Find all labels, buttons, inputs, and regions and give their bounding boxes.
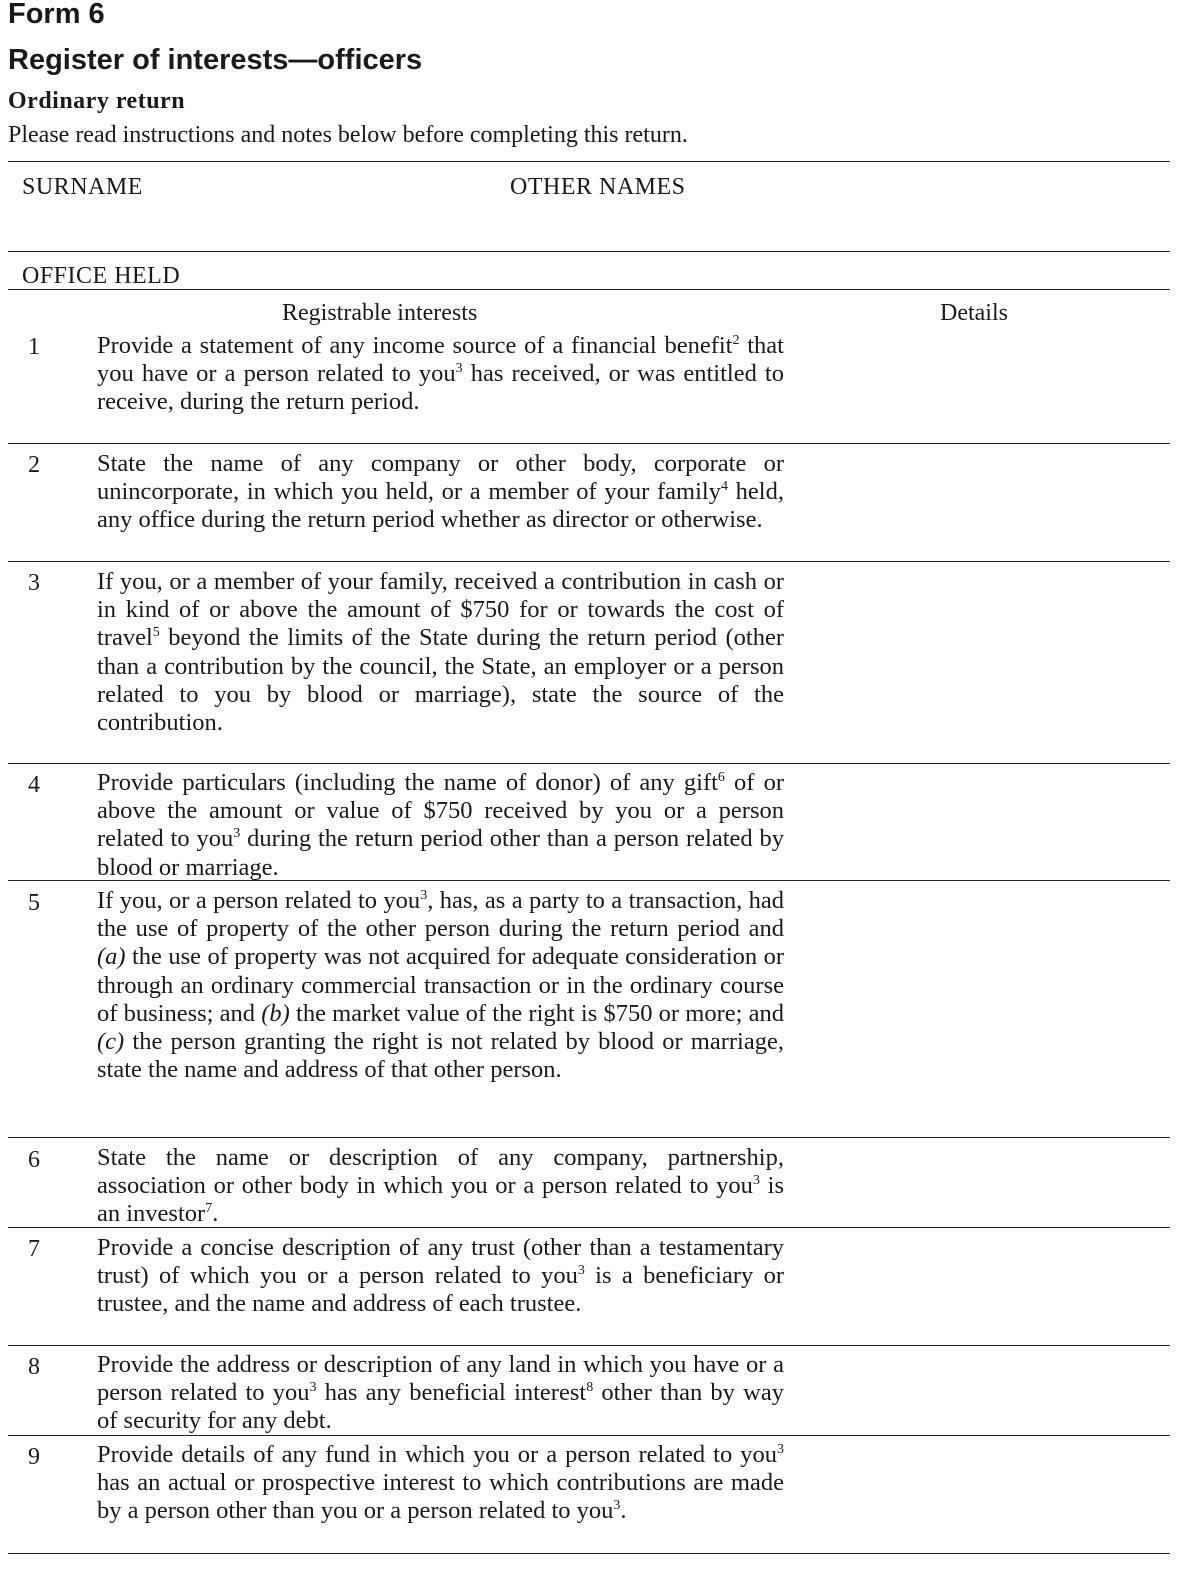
form-number: Form 6: [8, 0, 105, 30]
interest-item-7: Provide a concise description of any trust (other than a testamentary trust) of which you or a person related to you$^3$ is a beneficiary or trustee, and the name and address of each trustee.: [97, 1234, 784, 1318]
row-divider: [8, 880, 1170, 881]
divider-top: [8, 161, 1170, 162]
interest-item-2: State the name of any company or other body, corporate or unincorporate, in which you held, or a member of your family$^4$ held, any office during the return period whether as director or otherwise.: [97, 450, 784, 534]
column-header-details: Details: [940, 300, 1008, 326]
row-number: 5: [28, 890, 40, 916]
row-number: 6: [28, 1147, 40, 1173]
row-number: 9: [28, 1444, 40, 1470]
row-number: 3: [28, 570, 40, 596]
other-names-label: OTHER NAMES: [510, 174, 686, 200]
interest-item-3: If you, or a member of your family, received a contribution in cash or in kind of or above the amount of $750 for or towards the cost of travel$^5$ beyond the limits of the State during the return period (other than a contribution by the council, the State, an employer or a person related to you by blood or marriage), state the source of the contribution.: [97, 568, 784, 737]
divider-names: [8, 251, 1170, 252]
row-divider: [8, 443, 1170, 444]
row-number: 8: [28, 1354, 40, 1380]
interest-item-5: If you, or a person related to you$^3$, has, as a party to a transaction, had the use of property of the other person during the return period and (a) the use of property was not acquired for adequate consideration or through an ordinary commercial transaction or in the ordinary course of business; and (b) the market value of the right is $750 or more; and (c) the person granting the right is not related by blood or marriage, state the name and address of that other person.: [97, 887, 784, 1084]
office-held-label: OFFICE HELD: [22, 263, 181, 289]
interest-item-9: Provide details of any fund in which you or a person related to you$^3$ has an actual or prospective interest to which contributions are made by a person other than you or a person related to you$^3$.: [97, 1441, 784, 1525]
row-number: 2: [28, 452, 40, 478]
row-number: 1: [28, 334, 40, 360]
column-header-interests: Registrable interests: [282, 300, 478, 326]
row-divider: [8, 763, 1170, 764]
row-number: 4: [28, 772, 40, 798]
row-divider: [8, 1345, 1170, 1346]
interest-item-8: Provide the address or description of any land in which you have or a person related to you$^3$ has any beneficial interest$^8$ other than by way of security for any debt.: [97, 1351, 784, 1435]
row-divider: [8, 561, 1170, 562]
instructions-text: Please read instructions and notes below before completing this return.: [8, 122, 688, 148]
row-divider: [8, 1435, 1170, 1436]
row-divider: [8, 1137, 1170, 1138]
interest-item-1: Provide a statement of any income source of a financial benefit$^2$ that you have or a person related to you$^3$ has received, or was entitled to receive, during the return period.: [97, 332, 784, 416]
surname-label: SURNAME: [22, 174, 143, 200]
row-number: 7: [28, 1236, 40, 1262]
divider-office: [8, 289, 1170, 290]
form-subtitle: Ordinary return: [8, 88, 186, 114]
interest-item-6: State the name or description of any company, partnership, association or other body in which you or a person related to you$^3$ is an investor$^7$.: [97, 1144, 784, 1228]
row-divider: [8, 1227, 1170, 1228]
form-title: Register of interests—officers: [8, 44, 423, 76]
row-divider: [8, 1553, 1170, 1554]
interest-item-4: Provide particulars (including the name of donor) of any gift$^6$ of or above the amount or value of $750 received by you or a person related to you$^3$ during the return period other than a person related by blood or marriage.: [97, 769, 785, 881]
